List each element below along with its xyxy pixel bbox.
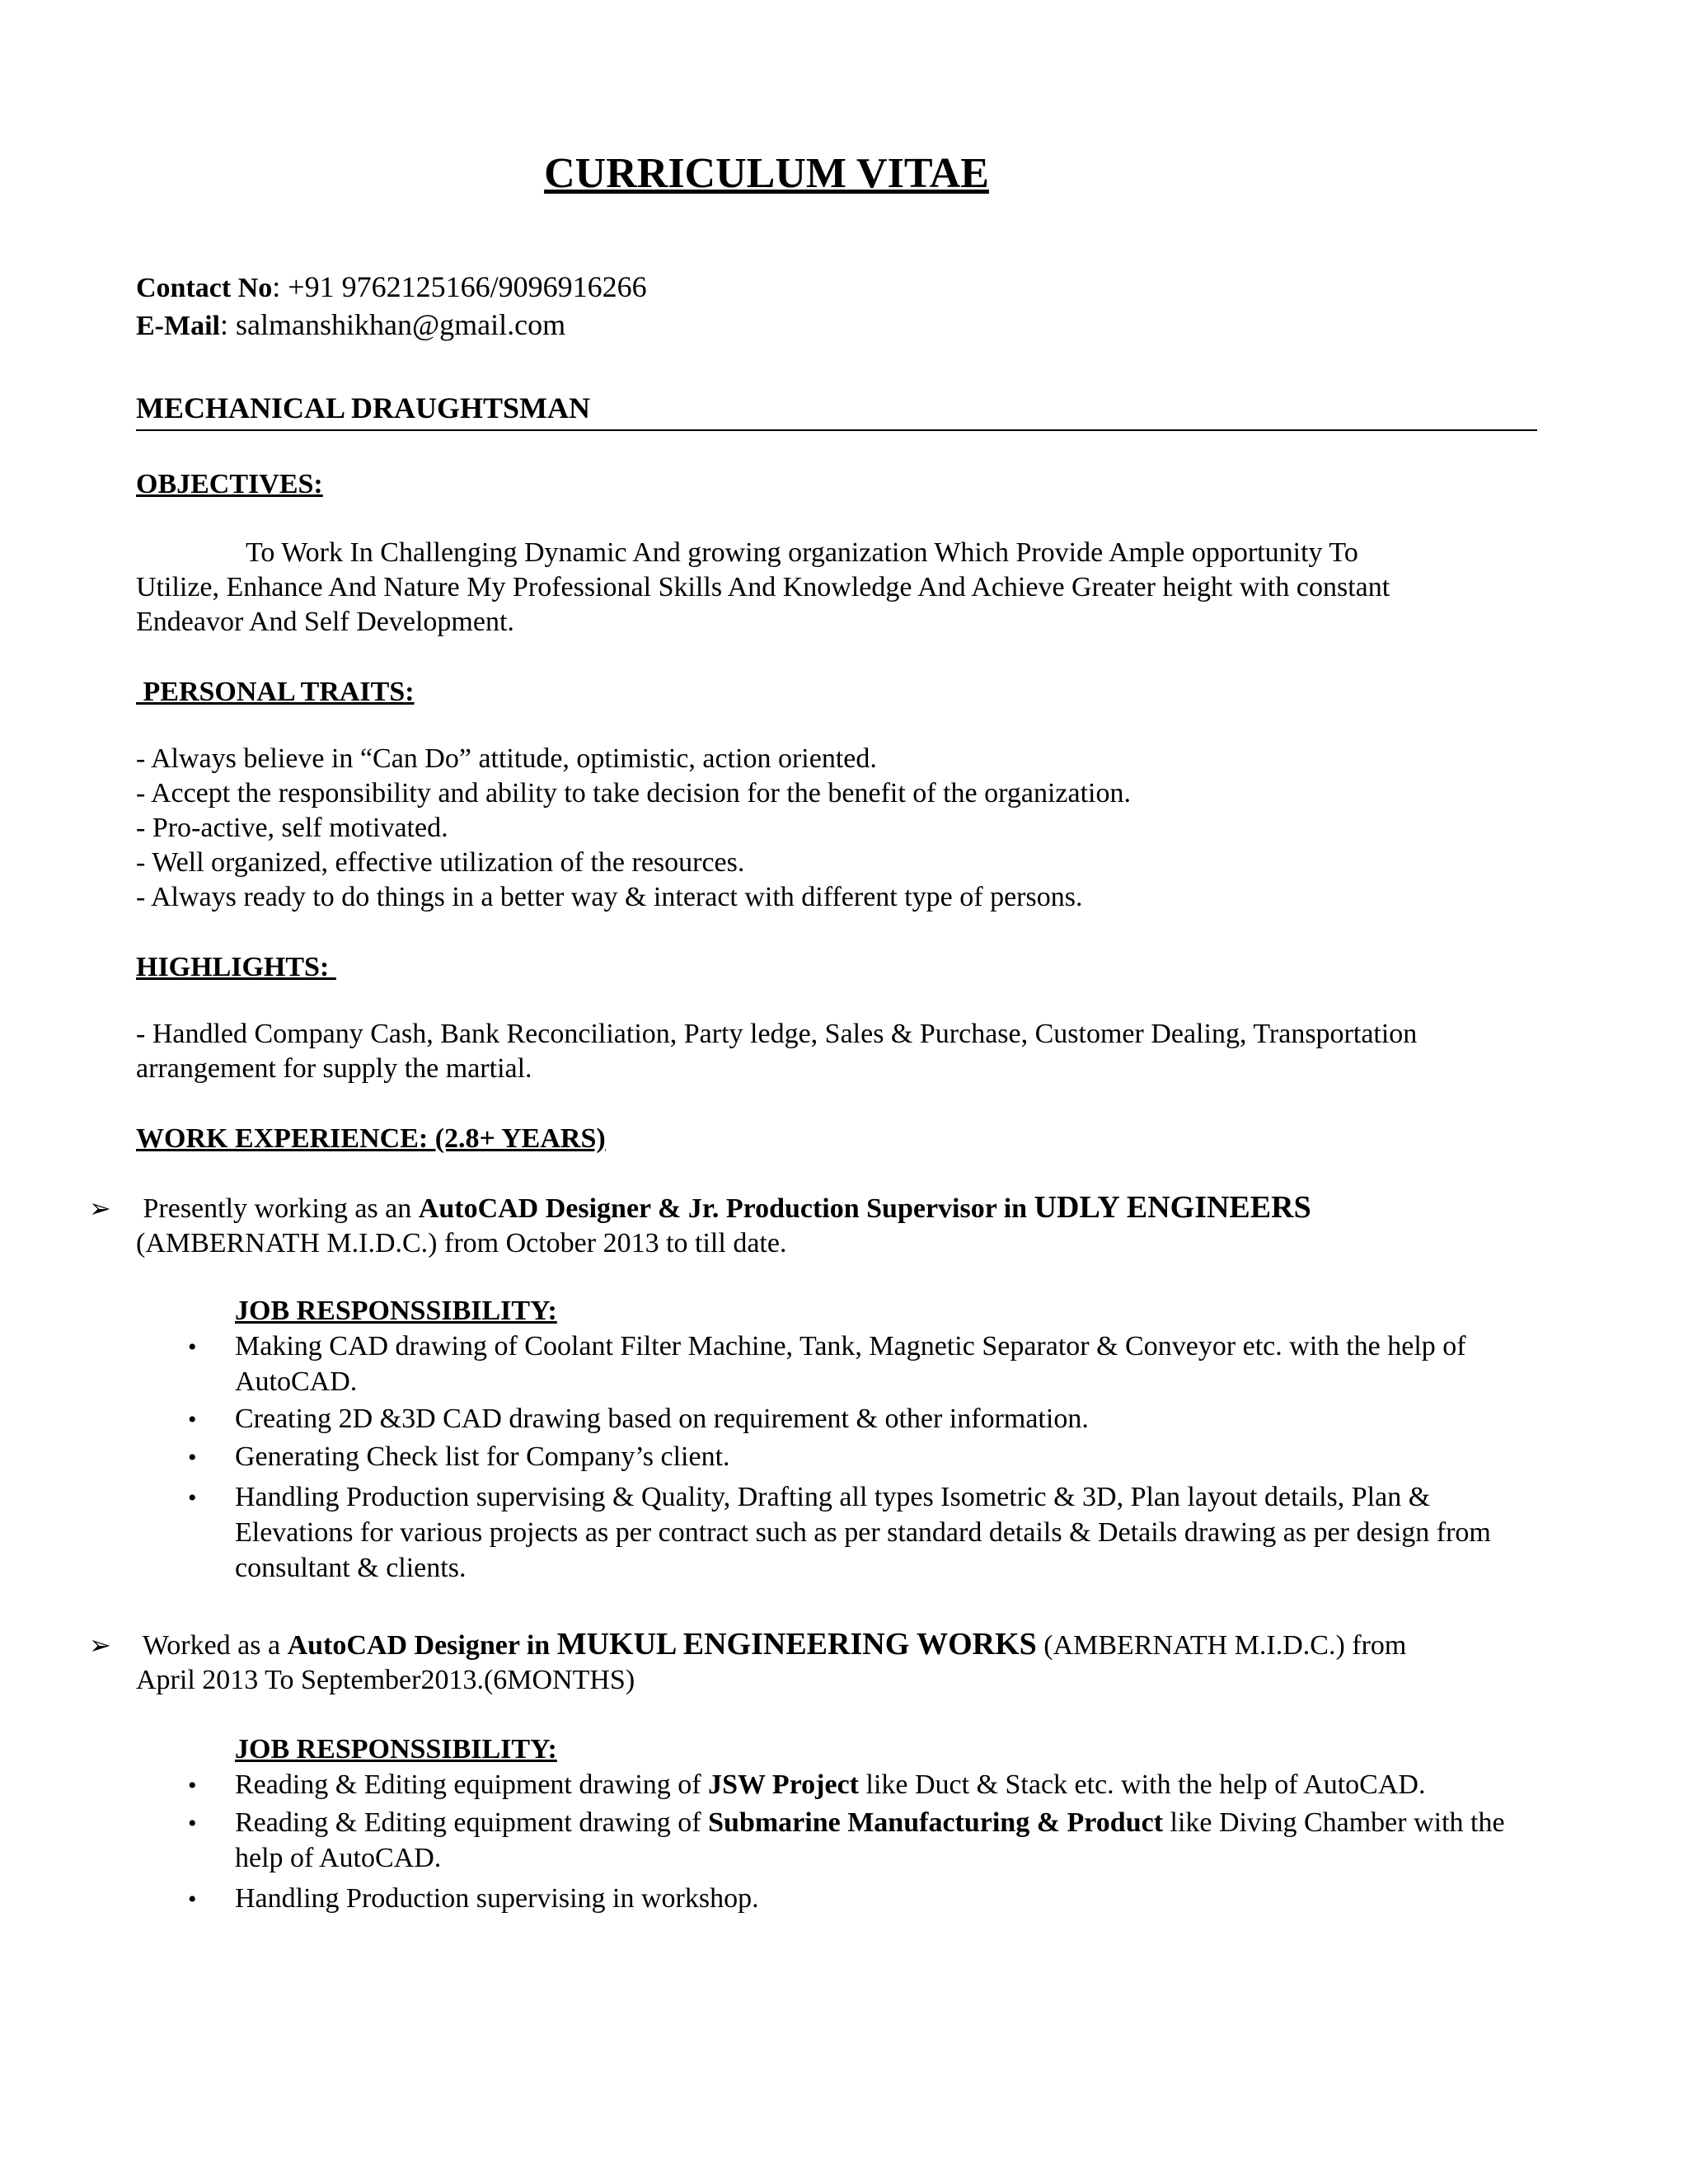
trait-item: - Well organized, effective utilization of the resources. (136, 847, 745, 878)
job1-intro: Presently working as an (136, 1193, 419, 1224)
objectives-heading: OBJECTIVES: (136, 469, 323, 499)
job2-resp-emphasis: JSW Project (708, 1769, 859, 1800)
role-divider (136, 429, 1537, 431)
job1-resp-item: Handling Production supervising & Quality, Drafting all types Isometric & 3D, Plan layout details, Plan & Elevations for various projects as per contract such as per standard details & Details drawing as per design from consultant & clients. (235, 1482, 1491, 1583)
job2-role: AutoCAD Designer in (287, 1630, 557, 1661)
job2-dates-line: April 2013 To September2013.(6MONTHS) (136, 1665, 635, 1695)
job1-resp-heading: JOB RESPONSSIBILITY: (235, 1296, 557, 1326)
job1-title-line (136, 1190, 1537, 1226)
objective-line-2: Utilize, Enhance And Nature My Professional Skills And Knowledge And Achieve Greater height with constant (136, 572, 1390, 602)
job1-resp-item: Creating 2D &3D CAD drawing based on requirement & other information. (235, 1404, 1089, 1434)
objective-line-1: To Work In Challenging Dynamic And growing organization Which Provide Ample opportunity To (246, 537, 1358, 568)
objective-line-3: Endeavor And Self Development. (136, 607, 514, 637)
trait-item: - Pro-active, self motivated. (136, 813, 448, 843)
contact-phone (136, 268, 647, 307)
work-experience-heading: WORK EXPERIENCE: (2.8+ YEARS) (136, 1123, 606, 1154)
job2-resp-text: like Diving Chamber with the help of AutoCAD. (235, 1807, 1505, 1873)
trait-item: - Accept the responsibility and ability to take decision for the benefit of the organization. (136, 778, 1131, 808)
bullet-icon: • (188, 1772, 197, 1799)
job2-intro: Worked as a (136, 1630, 288, 1661)
email-value: : salmanshikhan@gmail.com (219, 308, 566, 341)
page-title: CURRICULUM VITAE (544, 150, 989, 197)
job2-resp-item: Handling Production supervising in workshop. (235, 1883, 759, 1914)
bullet-icon: • (188, 1333, 197, 1361)
phone-value: : +91 9762125166/9096916266 (272, 270, 647, 303)
job2-resp-text: Reading & Editing equipment drawing of (235, 1769, 709, 1800)
bullet-icon: • (188, 1810, 197, 1837)
bullet-icon: • (188, 1444, 197, 1471)
job1-role: AutoCAD Designer & Jr. Production Supervisor in (418, 1193, 1034, 1224)
job2-resp-item (235, 1767, 1537, 1802)
role-heading: MECHANICAL DRAUGHTSMAN (136, 391, 591, 424)
phone-label: Contact No (136, 273, 273, 303)
highlight-line-1: - Handled Company Cash, Bank Reconciliation, Party ledge, Sales & Purchase, Customer Dealing, Transportation (136, 1019, 1418, 1049)
job2-resp-item (235, 1805, 1537, 1876)
bullet-icon: • (188, 1484, 197, 1511)
job2-resp-heading: JOB RESPONSSIBILITY: (235, 1734, 557, 1765)
traits-heading: PERSONAL TRAITS: (136, 677, 415, 707)
job2-resp-text: Reading & Editing equipment drawing of (235, 1807, 709, 1838)
highlight-line-2: arrangement for supply the martial. (136, 1053, 532, 1084)
bullet-icon: • (188, 1886, 197, 1913)
job1-resp-item: Making CAD drawing of Coolant Filter Machine, Tank, Magnetic Separator & Conveyor etc. with the help of AutoCAD. (235, 1331, 1466, 1397)
email-label: E-Mail (136, 311, 220, 341)
job2-resp-text: like Duct & Stack etc. with the help of AutoCAD. (859, 1769, 1426, 1800)
arrow-bullet-icon: ➢ (89, 1193, 111, 1223)
job2-location: (AMBERNATH M.I.D.C.) from (1036, 1630, 1407, 1661)
job2-resp-emphasis: Submarine Manufacturing & Product (708, 1807, 1164, 1838)
job2-company: MUKUL ENGINEERING WORKS (556, 1627, 1037, 1661)
contact-email (136, 306, 565, 345)
job1-company: UDLY ENGINEERS (1034, 1190, 1311, 1225)
job1-resp-item: Generating Check list for Company’s client. (235, 1441, 730, 1472)
trait-item: - Always ready to do things in a better way & interact with different type of persons. (136, 882, 1083, 912)
job1-location-line: (AMBERNATH M.I.D.C.) from October 2013 to till date. (136, 1228, 787, 1258)
job2-title-line (136, 1627, 1537, 1663)
highlights-heading: HIGHLIGHTS: (136, 952, 336, 982)
arrow-bullet-icon: ➢ (89, 1630, 111, 1660)
bullet-icon: • (188, 1406, 197, 1433)
trait-item: - Always believe in “Can Do” attitude, optimistic, action oriented. (136, 743, 877, 774)
